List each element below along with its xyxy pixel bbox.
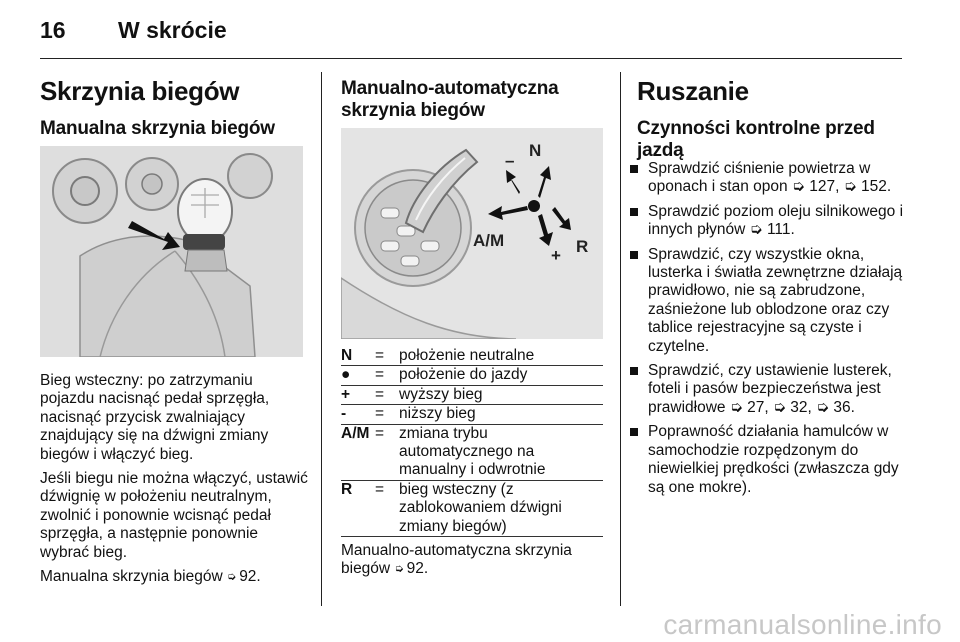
legend-description: bieg wsteczny (z zablokowaniem dźwigni zmiany biegów) bbox=[399, 480, 562, 535]
bullet-square-icon bbox=[630, 165, 638, 173]
legend-description: położenie neutralne bbox=[399, 347, 535, 364]
subsection-title-checks: Czynności kontrolne przed jazdą bbox=[637, 118, 875, 161]
legend-description: wyższy bieg bbox=[399, 385, 483, 403]
legend-row bbox=[341, 385, 603, 404]
header-divider bbox=[40, 58, 902, 59]
list-item: Sprawdzić, czy ustawienie lusterek, foteli i pasów bezpieczeństwa jest prawidłowe ➭ 27, ➭ 32, ➭ 36. bbox=[624, 362, 904, 417]
legend-row bbox=[341, 366, 603, 385]
label-r: R bbox=[576, 237, 589, 256]
watermark-band bbox=[0, 607, 960, 642]
legend-description: położenie do jazdy bbox=[399, 366, 528, 384]
legend-symbol: A/M bbox=[341, 424, 370, 442]
section-title-automated-manual: Manualno-automatyczna skrzynia biegów bbox=[341, 78, 559, 121]
legend-equals: = bbox=[375, 385, 385, 403]
label-n: N bbox=[529, 141, 542, 160]
label-plus: + bbox=[551, 246, 561, 265]
reverse-gear-paragraph: Bieg wsteczny: po zatrzymaniu pojazdu nacisnąć pedał sprzęgła, nacisnąć przycisk zwalniający znajdujący się na dźwigni zmiany biegów i włączyć bieg. bbox=[40, 372, 270, 463]
section-title-gearbox: Skrzynia biegów bbox=[40, 76, 240, 106]
running-title: W skrócie bbox=[118, 17, 227, 43]
list-item: Sprawdzić poziom oleju silnikowego i innych płynów ➭ 111. bbox=[624, 203, 904, 240]
legend-symbol: + bbox=[341, 385, 351, 403]
gear-knob-illustration bbox=[40, 146, 303, 357]
list-item: Sprawdzić ciśnienie powietrza w oponach i stan opon ➭ 127, ➭ 152. bbox=[624, 160, 904, 197]
section-title-starting: Ruszanie bbox=[637, 76, 749, 106]
manual-gearbox-reference[interactable]: Manualna skrzynia biegów ➭ 92. bbox=[40, 568, 261, 586]
bullet-square-icon bbox=[630, 251, 638, 259]
automated-gearbox-figure bbox=[341, 128, 603, 339]
page-reference-icon: ➭ bbox=[394, 563, 404, 576]
page-reference-icon: ➭ bbox=[226, 571, 237, 584]
pre-drive-checklist bbox=[624, 160, 904, 503]
legend-symbol: ● bbox=[341, 366, 351, 384]
legend-description: niższy bieg bbox=[399, 405, 476, 423]
column-divider-1 bbox=[321, 72, 322, 606]
bullet-square-icon bbox=[630, 208, 638, 216]
label-am: A/M bbox=[473, 231, 505, 250]
legend-row bbox=[341, 424, 603, 480]
bullet-square-icon bbox=[630, 428, 638, 436]
manual-gearbox-figure bbox=[40, 146, 303, 357]
legend-row bbox=[341, 347, 603, 366]
legend-symbol: N bbox=[341, 347, 353, 364]
gear-position-legend bbox=[341, 347, 603, 537]
legend-equals: = bbox=[375, 405, 385, 423]
bullet-square-icon bbox=[630, 367, 638, 375]
watermark-text: carmanualsonline.info bbox=[663, 609, 942, 640]
legend-equals: = bbox=[375, 366, 385, 384]
legend-equals: = bbox=[375, 347, 385, 364]
legend-description: zmiana trybu automatycznego na manualny i odwrotnie bbox=[399, 424, 546, 479]
subsection-title-manual: Manualna skrzynia biegów bbox=[40, 118, 275, 139]
legend-row bbox=[341, 480, 603, 536]
list-item: Poprawność działania hamulców w samochodzie rozpędzonym do niewielkiej prędkości (zwłaszcza gdy są one mokre). bbox=[624, 423, 904, 497]
legend-equals: = bbox=[375, 480, 385, 498]
legend-symbol: R bbox=[341, 480, 353, 498]
gear-lever-illustration bbox=[341, 128, 603, 339]
legend-equals: = bbox=[375, 424, 385, 442]
automated-gearbox-reference[interactable]: Manualno-automatyczna skrzynia biegów ➭ 92. bbox=[341, 542, 572, 578]
manual-gearbox-text bbox=[40, 372, 308, 593]
gear-retry-paragraph: Jeśli biegu nie można włączyć, ustawić dźwignię w położeniu neutralnym, zwolnić i ponownie wcisnąć pedał sprzęgła, a następnie ponownie wybrać bieg. bbox=[40, 470, 308, 561]
legend-row bbox=[341, 405, 603, 424]
label-minus: – bbox=[505, 151, 515, 170]
list-item: Sprawdzić, czy wszystkie okna, lusterka i światła zewnętrzne działają prawidłowo, nie są zabrudzone, zaśnieżone lub oblodzone oraz czy tablice rejestracyjne są czyste i czytelne. bbox=[624, 246, 904, 356]
page-number: 16 bbox=[40, 17, 66, 43]
column-divider-2 bbox=[620, 72, 621, 606]
legend-symbol: - bbox=[341, 405, 347, 423]
